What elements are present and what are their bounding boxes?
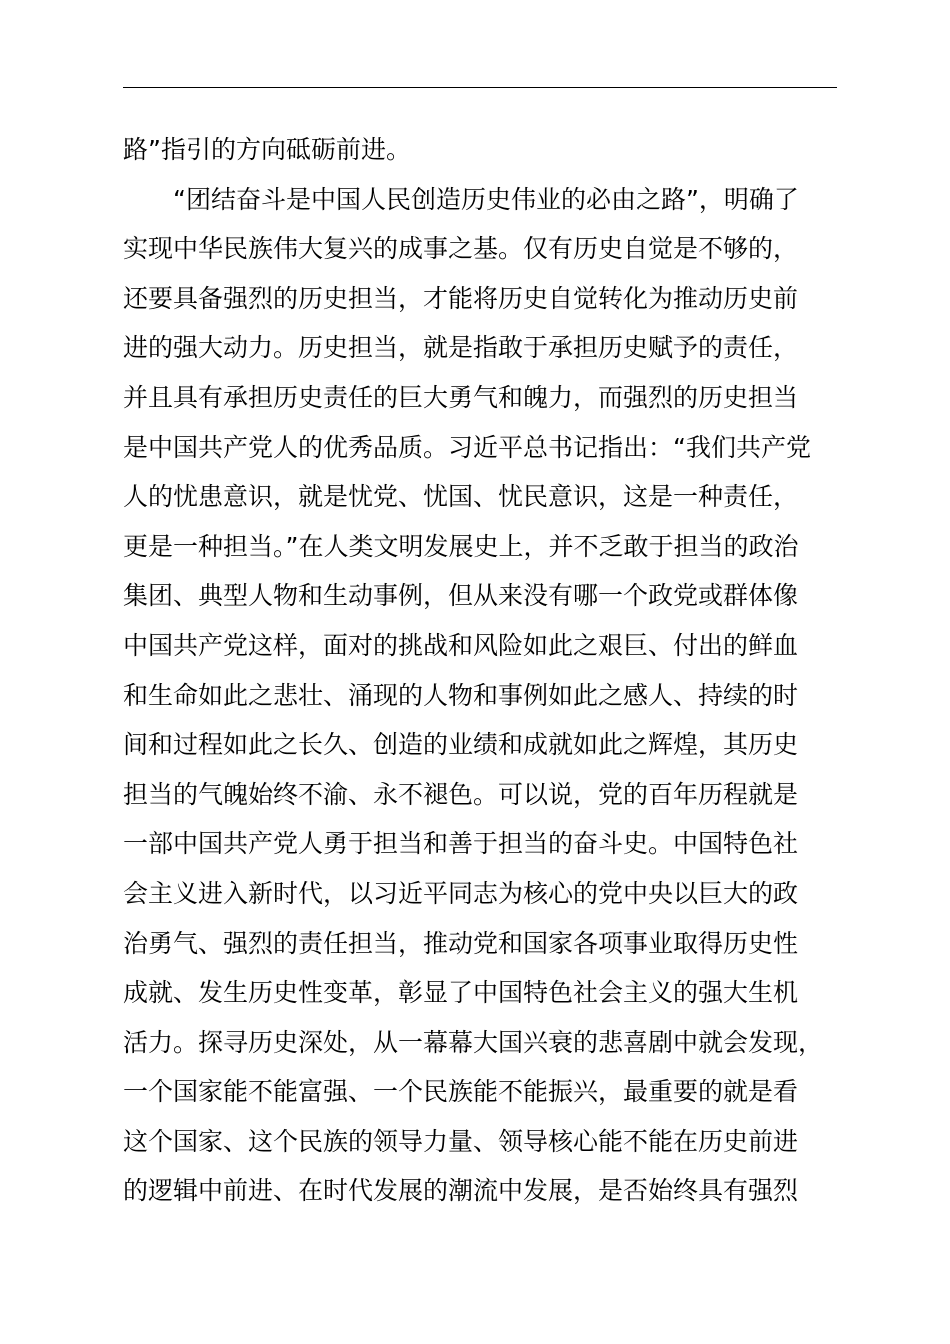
text-line: 路”指引的方向砥砺前进。 [123,135,411,164]
text-line: 和生命如此之悲壮、涌现的人物和事例如此之感人、持续的时 [123,680,799,710]
text-line: 一部中国共产党人勇于担当和善于担当的奋斗史。中国特色社 [123,829,799,859]
body-text [123,125,863,1216]
text-line: 中国共产党这样，面对的挑战和风险如此之艰巨、付出的鲜血 [123,630,799,660]
text-line: 是中国共产党人的优秀品质。习近平总书记指出：“我们共产党 [123,432,811,462]
text-line: 会主义进入新时代，以习近平同志为核心的党中央以巨大的政 [123,878,799,908]
text-line: 一个国家能不能富强、一个民族能不能振兴，最重要的就是看 [123,1077,799,1107]
text-line: 人的忧患意识，就是忧党、忧国、忧民意识，这是一种责任， [123,482,799,512]
header-rule [123,87,837,88]
text-line: 的逻辑中前进、在时代发展的潮流中发展，是否始终具有强烈 [123,1176,799,1206]
text-line: 这个国家、这个民族的领导力量、领导核心能不能在历史前进 [123,1126,799,1156]
paragraph-first-line: “团结奋斗是中国人民创造历史伟业的必由之路”，明确了 [173,184,799,214]
text-line: 并且具有承担历史责任的巨大勇气和魄力，而强烈的历史担当 [123,382,799,412]
text-line: 进的强大动力。历史担当，就是指敢于承担历史赋予的责任， [123,333,799,363]
text-line: 担当的气魄始终不渝、永不褪色。可以说，党的百年历程就是 [123,779,799,809]
text-line: 集团、典型人物和生动事例，但从来没有哪一个政党或群体像 [123,581,799,611]
text-line: 实现中华民族伟大复兴的成事之基。仅有历史自觉是不够的， [123,234,799,264]
text-line: 活力。探寻历史深处，从一幕幕大国兴衰的悲喜剧中就会发现， [123,1027,824,1057]
text-line: 间和过程如此之长久、创造的业绩和成就如此之辉煌，其历史 [123,730,799,760]
text-line: 成就、发生历史性变革，彰显了中国特色社会主义的强大生机 [123,978,799,1008]
text-line: 还要具备强烈的历史担当，才能将历史自觉转化为推动历史前 [123,283,799,313]
text-line: 更是一种担当。”在人类文明发展史上，并不乏敢于担当的政治 [123,531,799,561]
text-line: 治勇气、强烈的责任担当，推动党和国家各项事业取得历史性 [123,928,799,958]
